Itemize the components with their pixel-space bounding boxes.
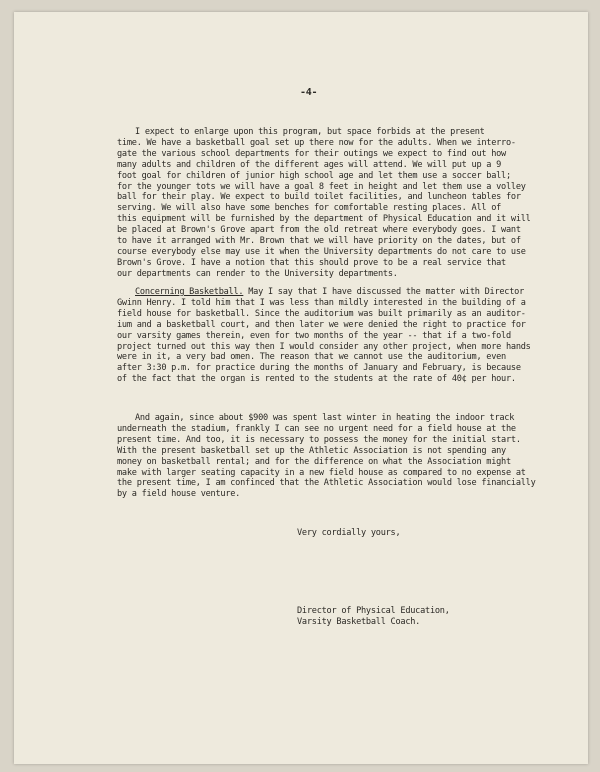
text-line: project turned out this way then I would consider any other project, when more hands — [117, 341, 531, 352]
text-line: were in it, a very bad omen. The reason that we cannot use the auditorium, even — [117, 352, 506, 363]
text-fragment: May I say that I have discussed the matter with Director — [243, 287, 524, 297]
page-number: -4- — [300, 87, 318, 98]
text-line: time. We have a basketball goal set up there now for the adults. When we interro- — [117, 137, 516, 148]
text-line: this equipment will be furnished by the department of Physical Education and it will — [117, 214, 531, 225]
text-line: our varsity games therein, even for two months of the year -- that if a two-fold — [117, 330, 511, 341]
text-line: course everybody else may use it when the University departments do not care to use — [117, 246, 526, 257]
text-line: the present time, I am confinced that the Athletic Association would lose financially — [117, 478, 536, 489]
text-line: ball for their play. We expect to build toilet facilities, and luncheon tables for — [117, 192, 521, 203]
text-line: of the fact that the organ is rented to the students at the rate of 40¢ per hour. — [117, 374, 516, 385]
text-line: serving. We will also have some benches for comfortable resting places. All of — [117, 203, 502, 214]
text-line: gate the various school departments for their outings we expect to find out how — [117, 148, 506, 159]
paragraph-basketball — [117, 287, 555, 385]
text-line: money on basketball rental; and for the difference on what the Association might — [117, 456, 511, 467]
text-line: for the younger tots we will have a goal 8 feet in height and let them use a volley — [117, 181, 526, 192]
text-line: With the present basketball set up the Athletic Association is not spending any — [117, 445, 506, 456]
text-line: make with larger seating capacity in a new field house as compared to no expense at — [117, 467, 526, 478]
signature-block — [297, 606, 450, 628]
text-line — [117, 287, 555, 298]
text-line: be placed at Brown's Grove apart from the old retreat where everybody goes. I want — [117, 225, 521, 236]
paragraph-program — [117, 127, 555, 280]
document-page — [14, 12, 588, 764]
text-line: foot goal for children of junior high school age and let them use a soccer ball; — [117, 170, 511, 181]
text-line: to have it arranged with Mr. Brown that we will have priority on the dates, but of — [117, 236, 521, 247]
paragraph-field-house — [117, 413, 555, 500]
text-line: after 3:30 p.m. for practice during the months of January and February, is because — [117, 363, 521, 374]
text-line: field house for basketball. Since the auditorium was built primarily as an auditor- — [117, 308, 526, 319]
signature-line: Director of Physical Education, — [297, 606, 450, 616]
text-line: Brown's Grove. I have a notion that this should prove to be a real service that — [117, 257, 506, 268]
text-line: underneath the stadium, frankly I can see no urgent need for a field house at the — [117, 423, 516, 434]
text-line: I expect to enlarge upon this program, but space forbids at the present — [135, 127, 485, 137]
signature-line: Varsity Basketball Coach. — [297, 616, 421, 627]
text-line: by a field house venture. — [117, 489, 241, 500]
text-line: Gwinn Henry. I told him that I was less than mildly interested in the building of a — [117, 297, 526, 308]
text-line: present time. And too, it is necessary to possess the money for the initial start. — [117, 434, 521, 445]
section-heading: Concerning Basketball. — [135, 287, 244, 297]
letter-closing: Very cordially yours, — [297, 528, 401, 538]
text-line: many adults and children of the different ages will attend. We will put up a 9 — [117, 159, 502, 170]
text-line: our departments can render to the University departments. — [117, 268, 398, 279]
text-line: ium and a basketball court, and then later we were denied the right to practice for — [117, 319, 526, 330]
text-line: And again, since about $900 was spent last winter in heating the indoor track — [135, 413, 515, 423]
